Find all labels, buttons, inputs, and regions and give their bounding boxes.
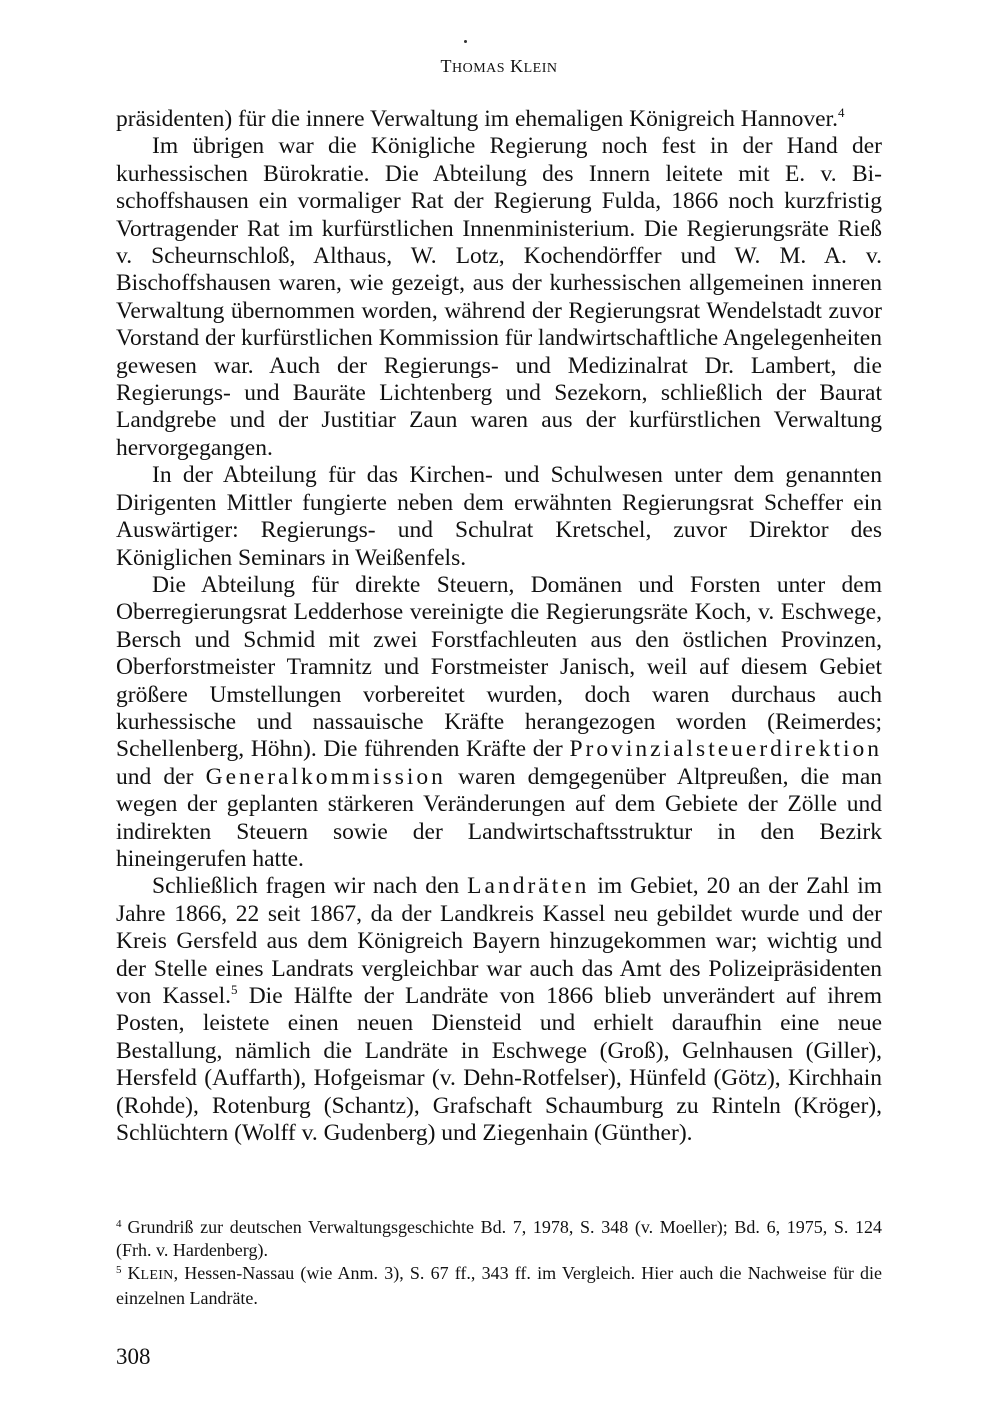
body-text <box>116 106 882 1147</box>
running-head-initial-2: K <box>510 56 524 76</box>
running-head <box>116 56 882 77</box>
paragraph-2: Im übrigen war die Königliche Regierung noch fest in der Hand der kurhessischen Bürokratie. Die Abteilung des Innern leitete mit E. v. Bischoffshausen ein vormaliger Rat der Regierung Fulda, 1866 noch kurzfristig Vortragender Rat im kurfürstlichen Innenministerium. Die Regierungsräte Rieß v. Scheurnschloß, Althaus, W. Lotz, Kochendörffer und W. M. A. v. Bischoffshausen waren, wie gezeigt, aus der kurhessischen allgemeinen inneren Verwaltung übernommen worden, während der Regierungsrat Wendelstadt zuvor Vorstand der kurfürstlichen Kommission für landwirtschaftliche Angelegenheiten gewesen war. Auch der Regierungs- und Medizinalrat Dr. Lambert, die Regierungs- und Bauräte Lichtenberg und Sezekorn, schließlich der Baurat Landgrebe und der Justitiar Zaun waren aus der kurfürstlichen Verwaltung hervorgegangen. <box>116 133 882 461</box>
paragraph-1: präsidenten) für die innere Verwaltung im ehemaligen Königreich Hannover.$^4$ <box>116 105 845 132</box>
footnote-mark-4: 4 <box>116 1218 122 1230</box>
spaced-term-landraeten: Landräten <box>467 873 590 900</box>
footnote-ref-5[interactable]: 5 <box>230 982 238 997</box>
paragraph-5: Schließlich fragen wir nach den Landräten im Gebiet, 20 an der Zahl im Jahre 1866, 22 seit 1867, da der Landkreis Kassel neu gebildet wurde und der Kreis Gersfeld aus dem Königreich Bayern hinzugekommen war; wichtig und der Stelle eines Landrats vergleichbar war auch das Amt des Polizeipräsidenten von Kassel.$^5$ Die Hälfte der Landräte von 1866 blieb unverändert auf ihrem Posten, leistete einen neuen Diensteid und erhielt daraufhin eine neue Bestallung, nämlich die Landräte in Eschwege (Groß), Gelnhausen (Giller), Hersfeld (Auffarth), Hofgeismar (v. Dehn-Rotfelser), Hünfeld (Götz), Kirchhain (Rohde), Rotenburg (Schantz), Grafschaft Schaumburg zu Rinteln (Kröger), Schlüchtern (Wolff v. Gudenberg) und Ziegenhain (Günther). <box>116 873 883 1147</box>
paragraph-3: In der Abteilung für das Kirchen- und Schulwesen unter dem genannten Dirigenten Mittler fungierte neben dem erwähnten Regierungsrat Scheffer ein Auswärtiger: Regierungs- und Schulrat Kretschel, zuvor Direktor des Königlichen Seminars in Weißenfels. <box>116 462 882 571</box>
spaced-term-generalkommission: Generalkommission <box>205 763 446 790</box>
footnote-4: $^4$ Grundriß zur deutschen Verwaltungsgeschichte Bd. 7, 1978, S. 348 (v. Moeller); Bd. 6, 1975, S. 124 (Frh. v. Hardenberg). <box>116 1217 882 1260</box>
paragraph-4: Die Abteilung für direkte Steuern, Domänen und Forsten unter dem Oberregierungsrat Ledderhose vereinigte die Regierungsräte Koch, v. Eschwege, Bersch und Schmid mit zwei Forstfachleuten aus den östlichen Provinzen, Oberforstmeister Tramnitz und Forstmeister Janisch, weil auf diesem Gebiet größere Umstellungen vorbereitet wurden, doch waren durchaus auch kurhessische und nassauische Kräfte herangezogen worden (Reimerdes; Schellenberg, Höhn). Die führenden Kräfte der Provinzialsteuerdirektion und der Generalkommission waren demgegenüber Altpreußen, die man wegen der geplanten stärkeren Veränderungen auf dem Gebiete der Zölle und indirekten Steuern sowie der Landwirtschaftsstruktur in den Bezirk hineingerufen hatte. <box>116 571 883 872</box>
footnote-5: $^5$ KLEIN, Hessen-Nassau (wie Anm. 3), S. 67 ff., 343 ff. im Vergleich. Hier auch die Nachweise für die einzelnen Landräte. <box>116 1263 882 1308</box>
footnotes <box>116 1216 882 1310</box>
spaced-term-provinzialsteuerdirektion: Provinzialsteuerdirektion <box>569 736 883 763</box>
running-head-smallcaps-2: LEIN <box>523 61 558 76</box>
running-head-smallcaps-1: HOMAS <box>452 61 506 76</box>
footnote-mark-5: 5 <box>116 1264 122 1276</box>
header-dot <box>464 40 467 43</box>
running-head-initial-1: T <box>440 56 453 76</box>
page-number: 308 <box>116 1344 151 1369</box>
footnote-ref-4[interactable]: 4 <box>837 105 845 120</box>
